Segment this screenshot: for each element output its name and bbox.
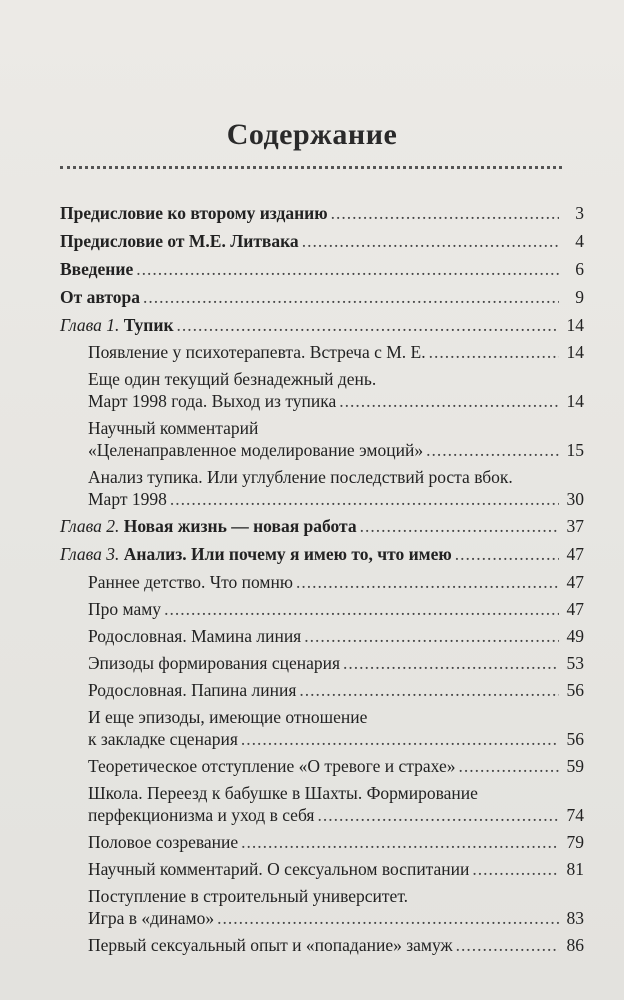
toc-chapter-title: [60, 314, 174, 336]
dot-leader: [241, 728, 559, 750]
toc-entry-text: Теоретическое отступление «О тревоге и страхе»: [88, 756, 456, 776]
toc-entry: [60, 515, 584, 537]
toc-entry-text: Про маму: [88, 599, 162, 619]
dot-leader: [143, 286, 559, 308]
toc-chapter-title: [60, 543, 452, 565]
toc-entry: [88, 934, 584, 956]
page-number: 30: [566, 489, 584, 509]
chapter-number: Глава 1.: [60, 315, 120, 335]
dot-leader: [317, 804, 559, 826]
toc-entry: [88, 368, 584, 412]
chapter-name: Тупик: [123, 315, 174, 335]
toc-entry: [60, 286, 584, 308]
toc-entry-text: Эпизоды формирования сценария: [88, 653, 341, 673]
table-of-contents: [60, 202, 584, 961]
page-number: 59: [566, 756, 584, 776]
page-number: 47: [566, 544, 584, 564]
dotted-divider: [60, 166, 562, 169]
toc-entry: [88, 652, 584, 674]
page-number: 56: [566, 680, 584, 700]
page-number: 47: [566, 572, 584, 592]
toc-entry: [60, 258, 584, 280]
toc-entry: [88, 885, 584, 929]
toc-entry-first-line: Школа. Переезд к бабушке в Шахты. Формирование: [88, 783, 478, 803]
dot-leader: [472, 858, 559, 880]
page-number: 9: [575, 287, 584, 307]
page-number: 6: [575, 259, 584, 279]
dot-leader: [331, 202, 559, 224]
dot-leader: [241, 831, 559, 853]
page-number: 47: [566, 599, 584, 619]
page-number: 83: [566, 908, 584, 928]
dot-leader: [456, 934, 559, 956]
dot-leader: [136, 258, 559, 280]
page-number: 74: [566, 805, 584, 825]
toc-entry-first-line: Анализ тупика. Или углубление последствий роста вбок.: [88, 467, 513, 487]
dot-leader: [302, 230, 559, 252]
toc-entry-text: От автора: [60, 287, 140, 307]
toc-entry: [88, 858, 584, 880]
toc-entry-text: перфекционизма и уход в себя: [88, 805, 315, 825]
chapter-name: Новая жизнь — новая работа: [123, 516, 357, 536]
page-title: Содержание: [226, 118, 398, 151]
page-number: 4: [575, 231, 584, 251]
dot-leader: [296, 571, 559, 593]
toc-entry-text: Половое созревание: [88, 832, 239, 852]
toc-entry-text: Появление у психотерапевта. Встреча с М. Е.: [88, 342, 426, 362]
toc-entry: [88, 625, 584, 647]
toc-entry-text: к закладке сценария: [88, 729, 238, 749]
page-number: 81: [566, 859, 584, 879]
page-number: 56: [566, 729, 584, 749]
dot-leader: [299, 679, 559, 701]
toc-entry-first-line: И еще эпизоды, имеющие отношение: [88, 707, 368, 727]
toc-entry: [60, 543, 584, 565]
dot-leader: [339, 390, 559, 412]
toc-entry: [88, 598, 584, 620]
toc-entry: [88, 706, 584, 750]
toc-entry-text: Родословная. Папина линия: [88, 680, 297, 700]
page-number: 53: [566, 653, 584, 673]
toc-entry: [88, 755, 584, 777]
page-number: 15: [566, 440, 584, 460]
dot-leader: [304, 625, 559, 647]
chapter-number: Глава 2.: [60, 516, 120, 536]
page-number: 14: [566, 342, 584, 362]
dot-leader: [429, 341, 559, 363]
toc-entry: [88, 571, 584, 593]
toc-entry: [88, 466, 584, 510]
dot-leader: [217, 907, 559, 929]
dot-leader: [360, 515, 559, 537]
toc-entry-text: Введение: [60, 259, 134, 279]
page-number: 79: [566, 832, 584, 852]
toc-entry-text: Предисловие ко второму изданию: [60, 203, 328, 223]
dot-leader: [177, 314, 559, 336]
toc-entry-text: «Целенаправленное моделирование эмоций»: [88, 440, 424, 460]
toc-entry-text: Март 1998 года. Выход из тупика: [88, 391, 337, 411]
toc-entry-text: Март 1998: [88, 489, 167, 509]
dot-leader: [170, 488, 559, 510]
page-number: 49: [566, 626, 584, 646]
page-number: 3: [575, 203, 584, 223]
toc-entry: [88, 341, 584, 363]
toc-entry-text: Научный комментарий. О сексуальном воспитании: [88, 859, 470, 879]
dot-leader: [455, 543, 559, 565]
chapter-name: Анализ. Или почему я имею то, что имею: [123, 544, 452, 564]
toc-entry-text: Предисловие от М.Е. Литвака: [60, 231, 299, 251]
dot-leader: [164, 598, 559, 620]
toc-entry: [88, 417, 584, 461]
page-number: 14: [566, 391, 584, 411]
toc-entry-text: Игра в «динамо»: [88, 908, 215, 928]
toc-chapter-title: [60, 515, 357, 537]
toc-entry-text: Первый сексуальный опыт и «попадание» замуж: [88, 935, 453, 955]
page-number: 14: [566, 315, 584, 335]
toc-entry: [88, 782, 584, 826]
page-number: 37: [566, 516, 584, 536]
dot-leader: [458, 755, 559, 777]
page-number: 86: [566, 935, 584, 955]
toc-entry-first-line: Поступление в строительный университет.: [88, 886, 409, 906]
dot-leader: [426, 439, 559, 461]
toc-entry-text: Родословная. Мамина линия: [88, 626, 302, 646]
toc-entry: [60, 314, 584, 336]
dot-leader: [343, 652, 559, 674]
toc-entry-first-line: Научный комментарий: [88, 418, 259, 438]
toc-entry: [88, 831, 584, 853]
toc-entry-text: Раннее детство. Что помню: [88, 572, 293, 592]
toc-entry: [60, 230, 584, 252]
toc-entry: [88, 679, 584, 701]
chapter-number: Глава 3.: [60, 544, 120, 564]
toc-entry-first-line: Еще один текущий безнадежный день.: [88, 369, 377, 389]
toc-entry: [60, 202, 584, 224]
